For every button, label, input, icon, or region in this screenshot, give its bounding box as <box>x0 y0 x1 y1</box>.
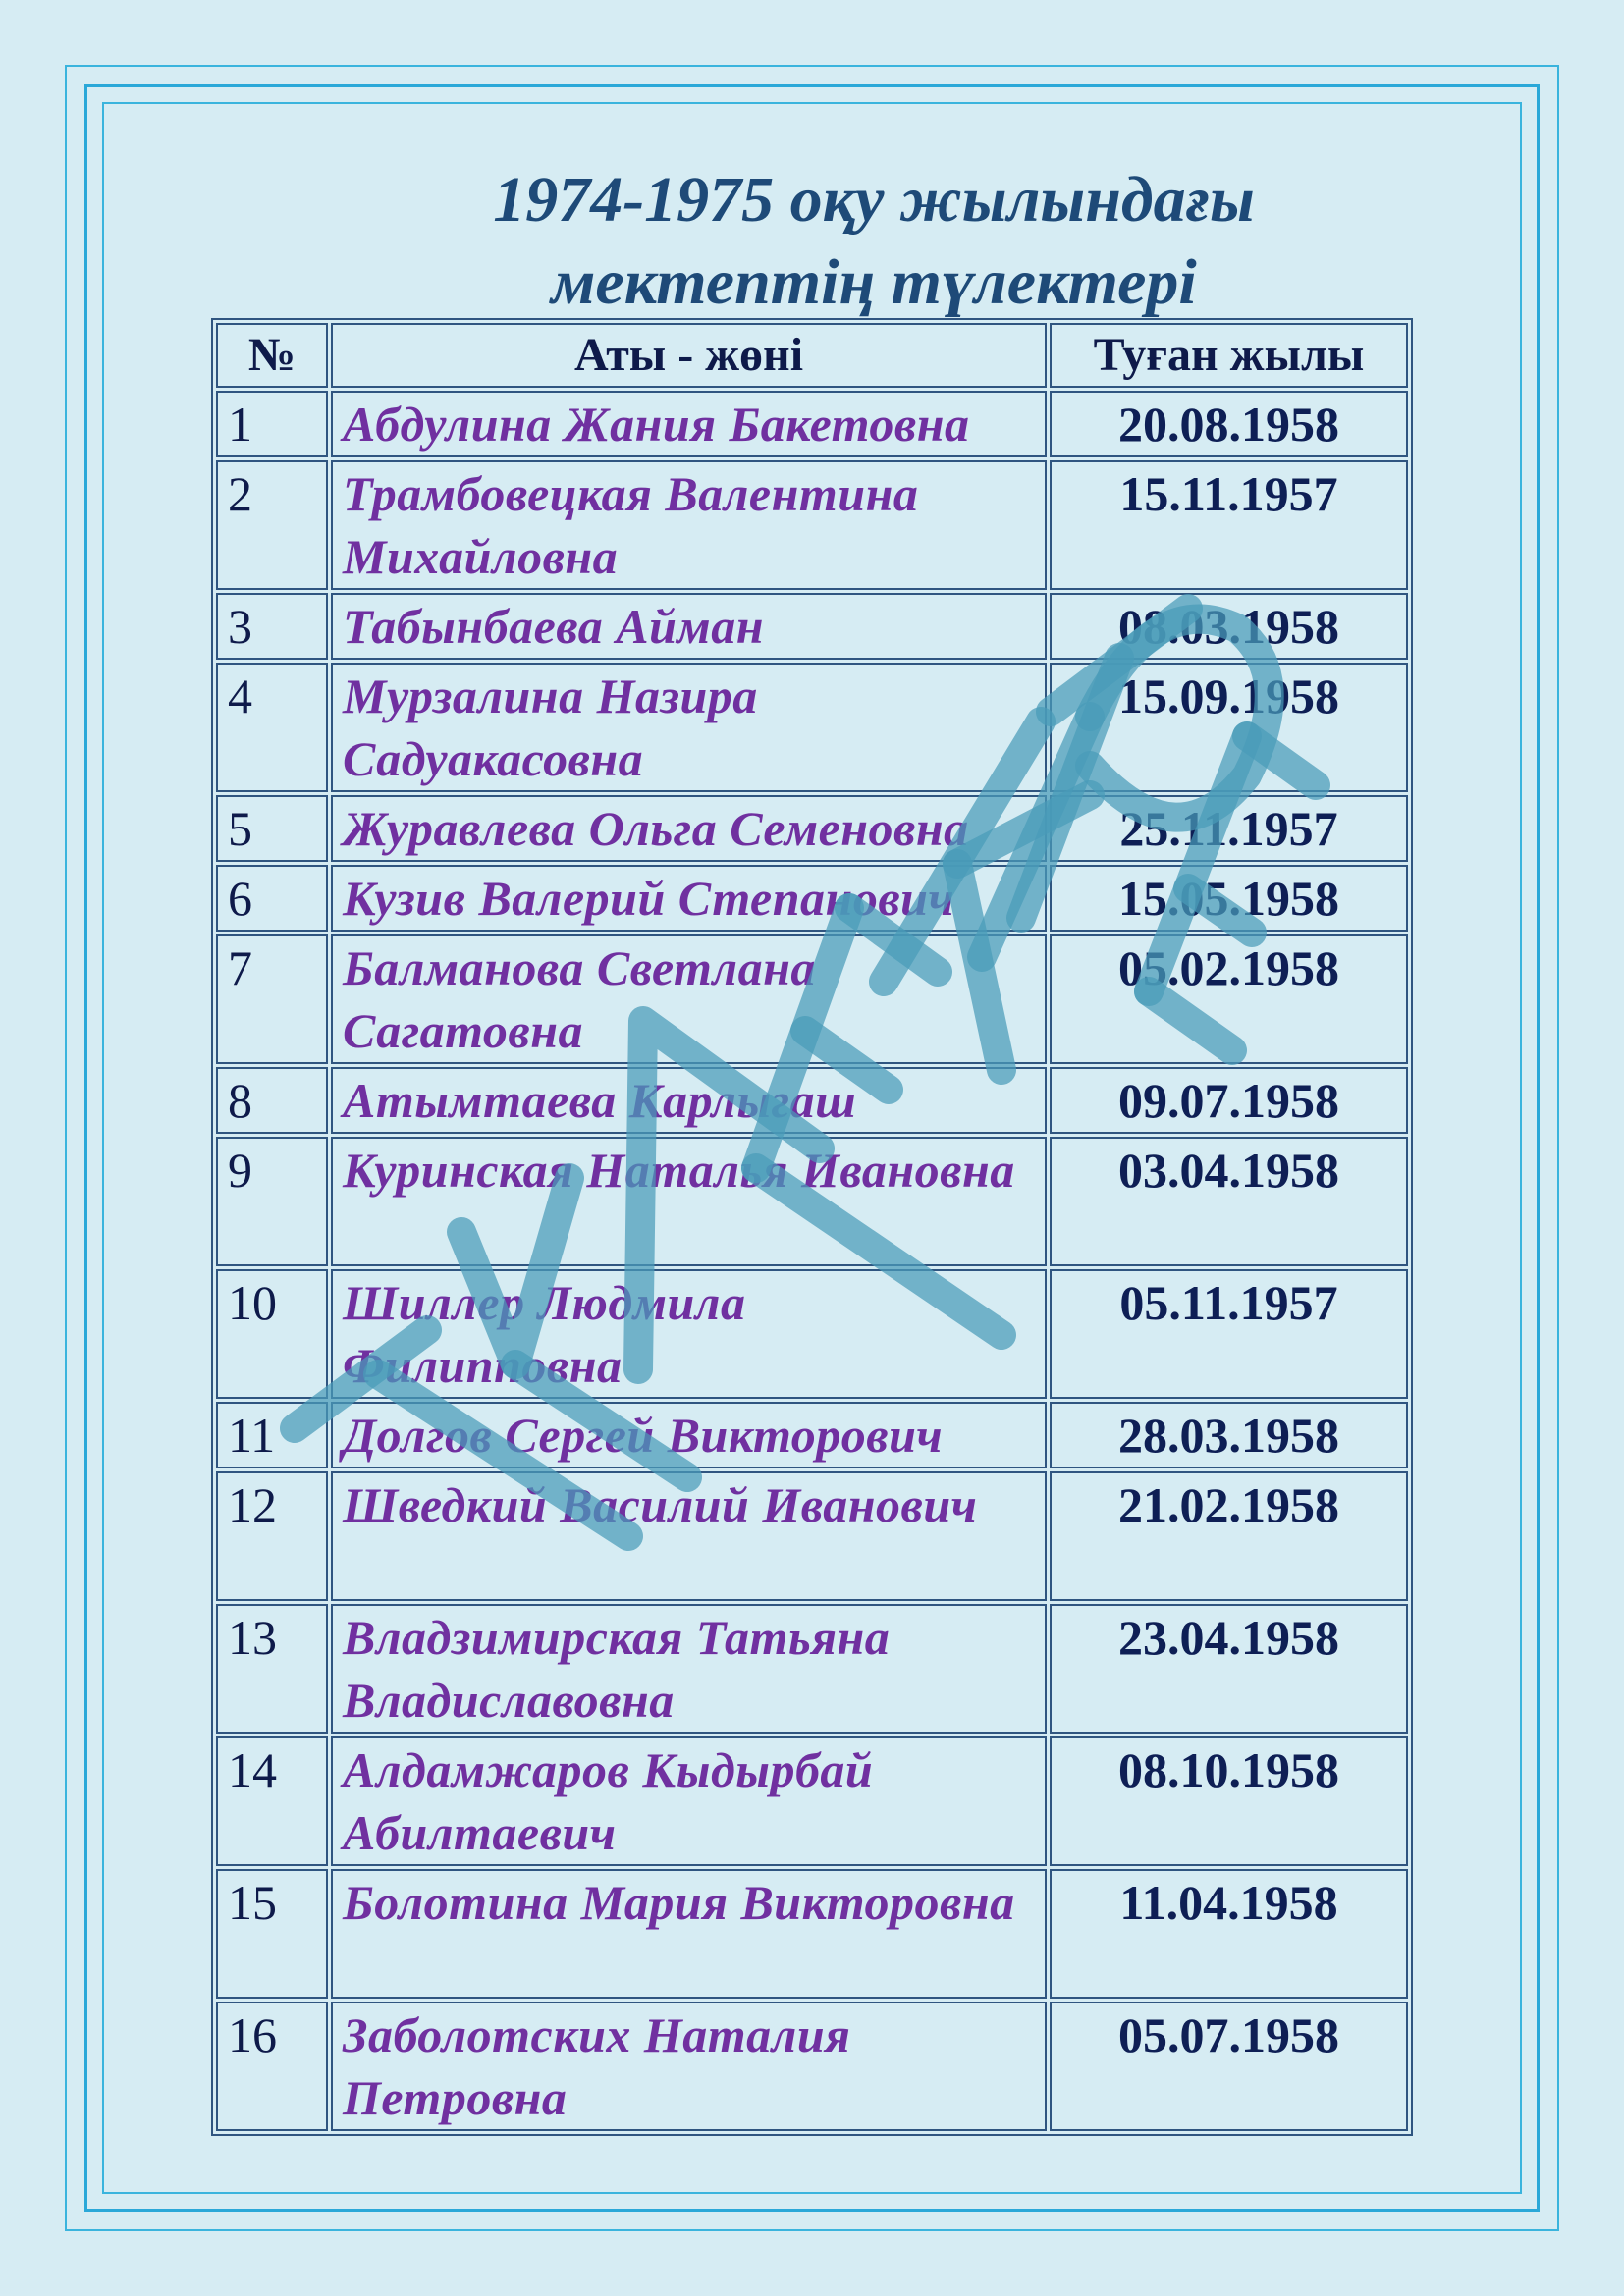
table-row <box>216 1137 1408 1266</box>
header-birth-date: Туған жылы <box>1050 323 1408 388</box>
row-name: Балманова Светлана Сагатовна <box>331 934 1047 1064</box>
row-birth-date: 25.11.1957 <box>1050 795 1408 862</box>
row-number: 8 <box>216 1067 328 1134</box>
row-name: Болотина Мария Викторовна <box>331 1869 1047 1999</box>
row-name: Трамбовецкая Валентина Михайловна <box>331 460 1047 590</box>
table-row <box>216 865 1408 932</box>
row-name: Журавлева Ольга Семеновна <box>331 795 1047 862</box>
table-row <box>216 1869 1408 1999</box>
row-number: 12 <box>216 1471 328 1601</box>
page-title-line-2: мектептің түлектері <box>551 246 1197 318</box>
row-name: Долгов Сергей Викторович <box>331 1402 1047 1468</box>
row-number: 10 <box>216 1269 328 1399</box>
table-row <box>216 663 1408 792</box>
row-number: 1 <box>216 391 328 457</box>
row-number: 5 <box>216 795 328 862</box>
table-row <box>216 1604 1408 1734</box>
table-row <box>216 1471 1408 1601</box>
table-row <box>216 1269 1408 1399</box>
table-row <box>216 391 1408 457</box>
row-birth-date: 28.03.1958 <box>1050 1402 1408 1468</box>
row-number: 13 <box>216 1604 328 1734</box>
table-row <box>216 460 1408 590</box>
row-birth-date: 15.05.1958 <box>1050 865 1408 932</box>
row-number: 11 <box>216 1402 328 1468</box>
header-full-name: Аты - жөні <box>331 323 1047 388</box>
row-birth-date: 15.09.1958 <box>1050 663 1408 792</box>
row-name: Мурзалина Назира Садуакасовна <box>331 663 1047 792</box>
row-name: Владзимирская Татьяна Владиславовна <box>331 1604 1047 1734</box>
row-birth-date: 11.04.1958 <box>1050 1869 1408 1999</box>
table-row <box>216 2002 1408 2131</box>
row-birth-date: 15.11.1957 <box>1050 460 1408 590</box>
row-birth-date: 05.11.1957 <box>1050 1269 1408 1399</box>
row-birth-date: 21.02.1958 <box>1050 1471 1408 1601</box>
row-birth-date: 23.04.1958 <box>1050 1604 1408 1734</box>
row-number: 14 <box>216 1736 328 1866</box>
page-title <box>295 159 1453 324</box>
row-number: 16 <box>216 2002 328 2131</box>
row-number: 7 <box>216 934 328 1064</box>
row-name: Атымтаева Карлыгаш <box>331 1067 1047 1134</box>
header-number: № <box>216 323 328 388</box>
table-header-row <box>216 323 1408 388</box>
table-row <box>216 1402 1408 1468</box>
row-birth-date: 20.08.1958 <box>1050 391 1408 457</box>
row-name: Заболотских Наталия Петровна <box>331 2002 1047 2131</box>
table-row <box>216 795 1408 862</box>
row-number: 2 <box>216 460 328 590</box>
table-row <box>216 1067 1408 1134</box>
row-name: Куринская Наталья Ивановна <box>331 1137 1047 1266</box>
row-birth-date: 03.04.1958 <box>1050 1137 1408 1266</box>
table-row <box>216 593 1408 660</box>
row-name: Алдамжаров Кыдырбай Абилтаевич <box>331 1736 1047 1866</box>
row-birth-date: 09.07.1958 <box>1050 1067 1408 1134</box>
row-number: 6 <box>216 865 328 932</box>
row-number: 15 <box>216 1869 328 1999</box>
row-name: Табынбаева Айман <box>331 593 1047 660</box>
row-name: Абдулина Жания Бакетовна <box>331 391 1047 457</box>
row-birth-date: 08.03.1958 <box>1050 593 1408 660</box>
row-name: Шиллер Людмила Филипповна <box>331 1269 1047 1399</box>
row-name: Кузив Валерий Степанович <box>331 865 1047 932</box>
table-row <box>216 1736 1408 1866</box>
row-number: 3 <box>216 593 328 660</box>
row-number: 9 <box>216 1137 328 1266</box>
row-number: 4 <box>216 663 328 792</box>
page-title-line-1: 1974-1975 оқу жылындағы <box>493 164 1255 236</box>
row-birth-date: 05.07.1958 <box>1050 2002 1408 2131</box>
table-row <box>216 934 1408 1064</box>
row-birth-date: 08.10.1958 <box>1050 1736 1408 1866</box>
row-birth-date: 05.02.1958 <box>1050 934 1408 1064</box>
row-name: Шведкий Василий Иванович <box>331 1471 1047 1601</box>
graduates-table <box>211 318 1413 2136</box>
